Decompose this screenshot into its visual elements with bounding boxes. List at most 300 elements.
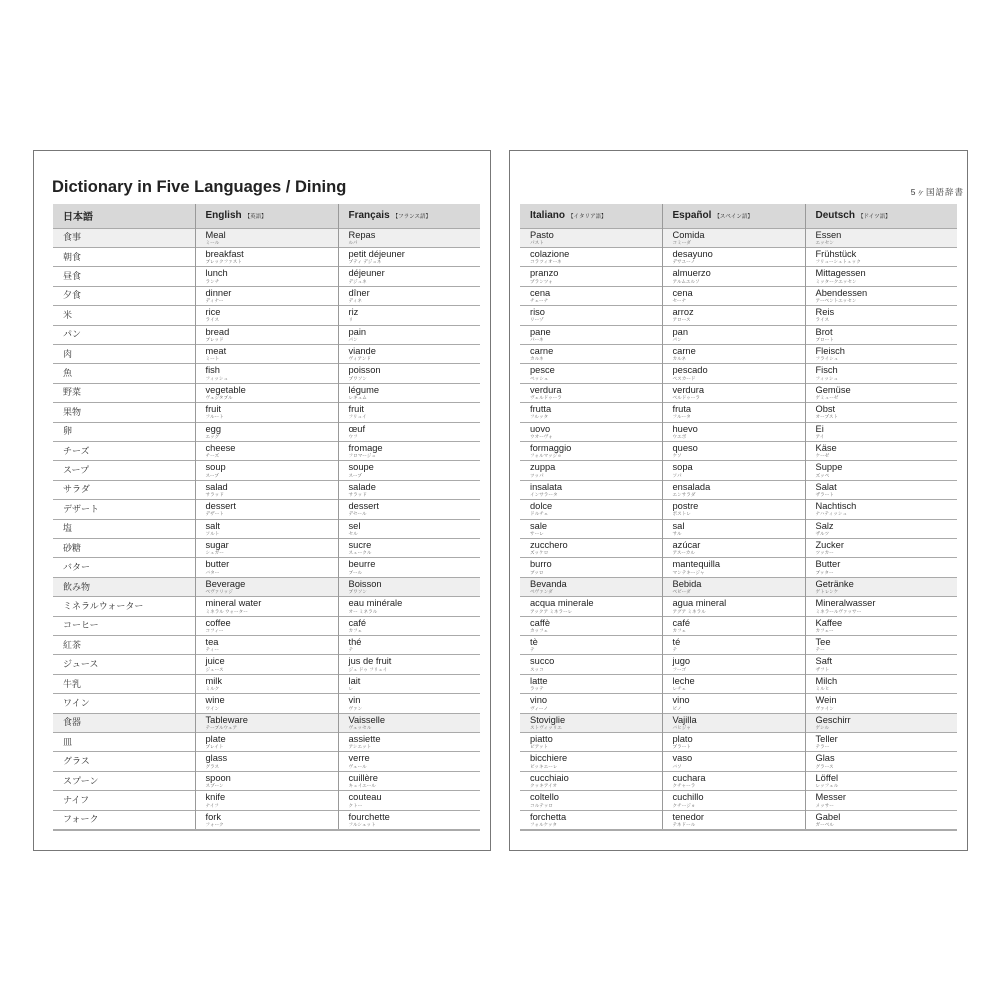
table-row (53, 441, 480, 460)
english-reading: ブレックファスト (205, 259, 242, 265)
spanish-reading: レチェ (672, 686, 687, 692)
english-reading: ティー (205, 647, 219, 653)
french-word: Vaisselle (348, 714, 386, 725)
japanese-term: 野菜 (53, 383, 195, 402)
japanese-term: ナイフ (53, 791, 195, 810)
german-cell (805, 577, 957, 596)
italian-word: succo (530, 656, 555, 667)
english-word: juice (205, 656, 225, 667)
german-reading: オープスト (815, 414, 839, 420)
german-cell (805, 539, 957, 558)
spanish-word: pan (672, 326, 689, 337)
english-word: sugar (205, 540, 229, 550)
spanish-cell (662, 519, 805, 538)
spanish-cell (662, 500, 805, 519)
spanish-word: huevo (672, 423, 698, 434)
german-cell (805, 364, 957, 383)
french-word: déjeuner (348, 268, 385, 279)
italian-word: latte (530, 675, 548, 686)
italian-cell (520, 674, 662, 693)
english-cell (195, 364, 338, 383)
italian-cell (520, 558, 662, 577)
german-cell (805, 713, 957, 732)
header-tag: 【フランス語】 (392, 214, 431, 221)
italian-reading: アックア ミネラーレ (530, 608, 573, 614)
table-row (53, 247, 480, 266)
italian-cell (520, 519, 662, 538)
japanese-term: 魚 (53, 364, 195, 383)
english-cell (195, 771, 338, 790)
italian-reading: インサラータ (530, 492, 558, 498)
japanese-term: コーヒー (53, 616, 195, 635)
spanish-reading: マンテキージャ (672, 569, 705, 575)
english-reading: ベヴァリッジ (205, 589, 233, 595)
german-cell (805, 480, 957, 499)
french-word: vin (348, 695, 361, 706)
spanish-cell (662, 616, 805, 635)
german-reading: ザルツ (815, 530, 830, 536)
spanish-word: desayuno (672, 248, 713, 259)
japanese-term: 飲み物 (53, 577, 195, 596)
french-cell (338, 539, 480, 558)
spanish-reading: テ (672, 647, 678, 653)
italian-cell (520, 403, 662, 422)
japanese-term: 米 (53, 306, 195, 325)
french-cell (338, 733, 480, 752)
italian-cell (520, 306, 662, 325)
french-cell (338, 247, 480, 266)
table-row (520, 558, 957, 577)
italian-reading: ズッケロ (530, 550, 549, 556)
french-reading: ヴィアンド (348, 356, 372, 362)
french-word: café (348, 617, 367, 628)
english-word: fish (205, 365, 220, 376)
italian-word: Bevanda (530, 578, 567, 589)
italian-word: piatto (530, 734, 553, 745)
italian-reading: ブッロ (530, 569, 544, 575)
english-word: egg (205, 423, 222, 434)
table-row (520, 500, 957, 519)
german-word: Abendessen (815, 287, 868, 298)
italian-word: forchetta (530, 811, 567, 822)
italian-reading: ストヴィッリエ (530, 724, 562, 730)
table-row (520, 674, 957, 693)
header-japanese (53, 204, 195, 228)
italian-word: dolce (530, 501, 553, 512)
spanish-word: agua mineral (672, 598, 727, 609)
italian-word: sale (530, 520, 548, 531)
german-reading: メッサー (815, 802, 834, 808)
spanish-cell (662, 655, 805, 674)
spanish-cell (662, 539, 805, 558)
japanese-term: 砂糖 (53, 539, 195, 558)
japanese-term: フォーク (53, 810, 195, 829)
english-cell (195, 733, 338, 752)
spanish-reading: クチャーラ (672, 783, 696, 789)
header-label: Italiano (530, 210, 566, 222)
table-row (520, 441, 957, 460)
german-reading: ブッター (815, 569, 834, 575)
spanish-word: fruta (672, 404, 692, 415)
spanish-word: sopa (672, 462, 693, 473)
italian-cell (520, 441, 662, 460)
table-row (53, 228, 480, 247)
table-row (520, 597, 957, 616)
french-reading: フリュイ (348, 414, 367, 420)
spanish-cell (662, 771, 805, 790)
french-cell (338, 791, 480, 810)
italian-cell (520, 694, 662, 713)
table-row (520, 364, 957, 383)
table-row (520, 752, 957, 771)
spanish-reading: アグア ミネラル (672, 608, 706, 614)
french-reading: レ (348, 686, 354, 692)
spanish-word: cuchara (672, 772, 706, 783)
english-cell (195, 577, 338, 596)
german-reading: ナハティッシュ (815, 511, 847, 517)
german-cell (805, 674, 957, 693)
spanish-word: verdura (672, 384, 705, 395)
spanish-reading: クチージョ (672, 802, 696, 808)
spanish-word: mantequilla (672, 559, 721, 570)
french-cell (338, 383, 480, 402)
english-word: dinner (205, 287, 232, 298)
table-row (520, 616, 957, 635)
italian-word: vino (530, 695, 548, 706)
english-reading: コフィー (205, 627, 224, 633)
german-cell (805, 771, 957, 790)
japanese-term: 果物 (53, 403, 195, 422)
german-word: Glas (815, 753, 835, 764)
english-cell (195, 519, 338, 538)
french-word: fruit (348, 404, 364, 415)
french-cell (338, 461, 480, 480)
french-cell (338, 325, 480, 344)
german-word: Suppe (815, 462, 843, 473)
english-word: bread (205, 326, 230, 337)
german-cell (805, 461, 957, 480)
japanese-term: グラス (53, 752, 195, 771)
spanish-word: té (672, 637, 681, 648)
french-reading: ブワソン (348, 589, 367, 595)
german-word: Saft (815, 656, 833, 667)
table-row (53, 674, 480, 693)
italian-reading: コルテッロ (530, 802, 553, 808)
italian-cell (520, 500, 662, 519)
french-word: thé (348, 637, 362, 648)
english-reading: ミルク (205, 686, 220, 692)
french-reading: レギュム (348, 395, 367, 401)
english-cell (195, 655, 338, 674)
german-cell (805, 228, 957, 247)
table-row (53, 306, 480, 325)
table-row (520, 636, 957, 655)
table-row (53, 539, 480, 558)
table-row (520, 519, 957, 538)
german-word: Milch (815, 675, 838, 686)
german-reading: フライシュ (815, 356, 839, 362)
japanese-term: デザート (53, 500, 195, 519)
book-subtitle: 5ヶ国語辞書 (910, 187, 964, 197)
french-word: couteau (348, 792, 382, 803)
header-label: Deutsch (815, 210, 855, 222)
spanish-word: pescado (672, 365, 708, 376)
german-reading: ミネラールヴァッサー (815, 608, 862, 614)
english-reading: ジュース (205, 666, 224, 672)
german-reading: ザラート (815, 492, 834, 498)
german-word: Obst (815, 404, 836, 415)
table-row (53, 597, 480, 616)
english-word: lunch (205, 268, 228, 279)
french-word: dessert (348, 501, 379, 512)
english-word: dessert (205, 501, 236, 512)
italian-word: pesce (530, 365, 555, 376)
german-reading: ゲトレンケ (815, 589, 839, 595)
french-reading: ディネ (348, 298, 362, 304)
german-word: Kaffee (815, 617, 843, 628)
spanish-cell (662, 344, 805, 363)
header-label: 日本語 (63, 212, 93, 224)
japanese-term: ミネラルウォーター (53, 597, 195, 616)
japanese-term: 塩 (53, 519, 195, 538)
italian-reading: ラッテ (530, 686, 544, 692)
english-reading: プレイト (205, 744, 224, 750)
french-word: sel (348, 520, 361, 531)
spanish-reading: テネドール (672, 821, 696, 827)
french-reading: フルシェット (348, 821, 376, 827)
spanish-cell (662, 228, 805, 247)
header-tag: 【英語】 (244, 214, 267, 221)
header-english (195, 204, 338, 228)
german-word: Salat (815, 481, 837, 492)
german-cell (805, 383, 957, 402)
italian-cell (520, 810, 662, 829)
japanese-term: 肉 (53, 344, 195, 363)
italian-cell (520, 636, 662, 655)
table-row (53, 771, 480, 790)
spanish-cell (662, 577, 805, 596)
english-reading: ソルト (205, 530, 220, 536)
header-italian (520, 204, 662, 228)
spanish-cell (662, 694, 805, 713)
german-word: Wein (815, 695, 837, 706)
italian-cell (520, 286, 662, 305)
german-word: Reis (815, 307, 835, 318)
spanish-word: almuerzo (672, 268, 711, 279)
english-reading: フルート (205, 414, 224, 420)
french-cell (338, 228, 480, 247)
spanish-cell (662, 441, 805, 460)
italian-word: colazione (530, 248, 570, 259)
french-cell (338, 577, 480, 596)
french-cell (338, 519, 480, 538)
french-cell (338, 694, 480, 713)
english-word: Tableware (205, 714, 248, 725)
spanish-reading: パン (672, 336, 682, 342)
german-word: Frühstück (815, 248, 857, 259)
spanish-reading: ウエボ (672, 433, 687, 439)
french-reading: キュイエール (348, 783, 376, 789)
german-reading: レッフェル (815, 783, 839, 789)
spanish-cell (662, 403, 805, 422)
english-word: milk (205, 675, 223, 686)
spanish-word: queso (672, 442, 698, 453)
italian-reading: ドルチェ (530, 511, 549, 517)
table-row (53, 558, 480, 577)
italian-cell (520, 752, 662, 771)
french-cell (338, 441, 480, 460)
table-row (520, 791, 957, 810)
german-reading: エッセン (815, 239, 834, 245)
header-tag: 【スペイン語】 (714, 214, 753, 221)
french-word: jus de fruit (348, 656, 392, 667)
japanese-term: 皿 (53, 733, 195, 752)
french-cell (338, 752, 480, 771)
italian-word: frutta (530, 404, 552, 415)
german-cell (805, 286, 957, 305)
french-cell (338, 306, 480, 325)
french-cell (338, 771, 480, 790)
english-word: Beverage (205, 578, 246, 589)
german-word: Fleisch (815, 345, 845, 356)
english-word: mineral water (205, 598, 262, 609)
table-row (53, 403, 480, 422)
italian-word: pane (530, 326, 551, 337)
italian-word: burro (530, 559, 552, 570)
german-word: Gemüse (815, 384, 851, 395)
french-reading: ウフ (348, 433, 358, 439)
english-reading: ヴェジタブル (205, 395, 233, 401)
italian-reading: ウオーヴォ (530, 433, 553, 439)
english-reading: テーブルウェア (205, 724, 238, 730)
german-word: Salz (815, 520, 834, 531)
french-cell (338, 655, 480, 674)
header-label: Español (672, 210, 712, 222)
german-word: Löffel (815, 772, 839, 783)
spanish-reading: アスーカル (672, 550, 695, 556)
german-reading: グラース (815, 763, 834, 769)
french-cell (338, 636, 480, 655)
french-cell (338, 267, 480, 286)
french-cell (338, 422, 480, 441)
spanish-cell (662, 791, 805, 810)
italian-cell (520, 325, 662, 344)
french-word: fromage (348, 442, 383, 453)
english-word: rice (205, 307, 221, 318)
french-reading: プワソン (348, 375, 367, 381)
english-word: vegetable (205, 384, 246, 395)
table-row (520, 344, 957, 363)
english-reading: ミート (205, 356, 220, 362)
german-word: Zucker (815, 540, 844, 550)
english-reading: フォーク (205, 821, 224, 827)
spanish-cell (662, 267, 805, 286)
italian-reading: ヴィーノ (530, 705, 549, 711)
english-reading: スプーン (205, 783, 224, 789)
spanish-cell (662, 383, 805, 402)
german-reading: フィッシュ (815, 375, 839, 381)
german-word: Brot (815, 326, 833, 337)
spanish-reading: ケソ (672, 453, 682, 459)
italian-word: acqua minerale (530, 598, 594, 609)
table-row (520, 228, 957, 247)
english-cell (195, 480, 338, 499)
japanese-term: ジュース (53, 655, 195, 674)
german-cell (805, 733, 957, 752)
table-row (53, 383, 480, 402)
italian-reading: ビッキエーレ (530, 763, 558, 769)
japanese-term: 朝食 (53, 247, 195, 266)
english-word: butter (205, 559, 230, 570)
spanish-reading: サル (672, 530, 682, 536)
italian-cell (520, 616, 662, 635)
german-reading: カフェー (815, 627, 834, 633)
spanish-word: azúcar (672, 540, 701, 550)
spanish-reading: ソパ (672, 472, 682, 478)
german-word: Teller (815, 734, 838, 745)
header-german (805, 204, 957, 228)
english-cell (195, 597, 338, 616)
german-word: Käse (815, 442, 837, 453)
table-row (520, 267, 957, 286)
english-word: spoon (205, 772, 231, 783)
french-cell (338, 674, 480, 693)
table-row (53, 791, 480, 810)
table-row (53, 733, 480, 752)
german-word: Butter (815, 559, 841, 570)
spanish-reading: エンサラダ (672, 492, 696, 498)
spanish-cell (662, 461, 805, 480)
spanish-reading: ベルドゥーラ (672, 395, 700, 401)
english-word: meat (205, 345, 227, 356)
french-word: œuf (348, 423, 366, 434)
header-tag: 【ドイツ語】 (857, 214, 891, 221)
header-label: Français (348, 210, 390, 222)
table-row (520, 247, 957, 266)
spanish-cell (662, 752, 805, 771)
english-cell (195, 674, 338, 693)
table-row (53, 461, 480, 480)
german-cell (805, 344, 957, 363)
japanese-term: スープ (53, 461, 195, 480)
table-row (520, 577, 957, 596)
spanish-reading: カルネ (672, 356, 687, 362)
dictionary-table-left (53, 204, 480, 831)
english-word: Meal (205, 229, 226, 240)
german-cell (805, 441, 957, 460)
italian-reading: コラツィオーネ (530, 259, 562, 265)
german-reading: ライス (815, 317, 830, 323)
english-cell (195, 810, 338, 829)
german-reading: ガーベル (815, 821, 834, 827)
english-cell (195, 344, 338, 363)
german-word: Ei (815, 423, 824, 434)
english-reading: グラス (205, 763, 220, 769)
english-reading: ミネラル ウォーター (205, 608, 248, 614)
table-row (53, 577, 480, 596)
table-row (53, 616, 480, 635)
english-word: tea (205, 637, 219, 648)
table-row (53, 694, 480, 713)
japanese-term: ワイン (53, 694, 195, 713)
german-cell (805, 403, 957, 422)
french-cell (338, 286, 480, 305)
table-row (520, 461, 957, 480)
italian-reading: ピアット (530, 744, 549, 750)
spanish-reading: アロース (672, 317, 691, 323)
english-reading: サラッド (205, 492, 224, 498)
table-row (53, 325, 480, 344)
